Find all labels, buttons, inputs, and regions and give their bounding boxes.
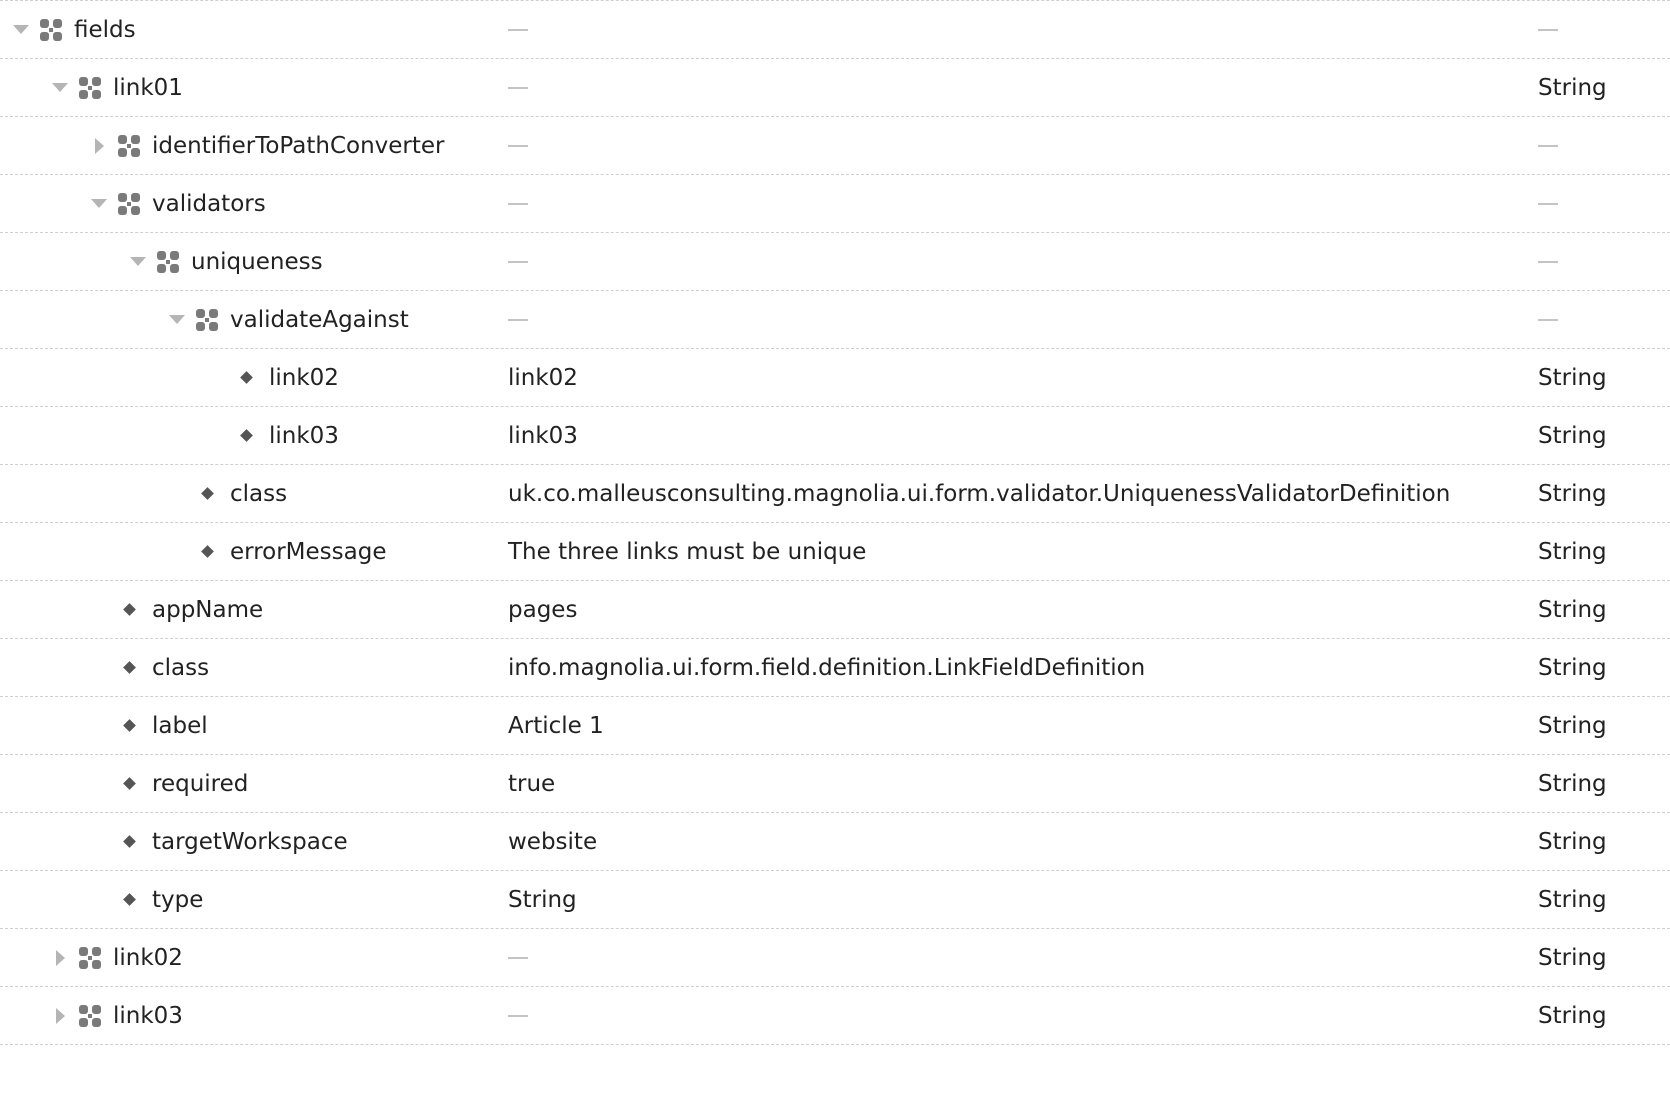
row-label: type [152,886,204,913]
empty-value-dash [508,117,528,174]
type-cell: String [1538,596,1607,623]
row-label: identifierToPathConverter [152,132,445,159]
row-label: errorMessage [230,538,387,565]
collapsed-toggle-icon[interactable] [47,987,73,1044]
node-icon [116,133,142,159]
name-cell [86,117,445,174]
name-cell [164,291,409,348]
empty-value-dash [508,233,528,290]
tree-node-row[interactable] [0,116,1670,174]
property-icon [233,423,259,449]
name-cell [47,987,183,1044]
name-cell [125,233,323,290]
expanded-toggle-icon[interactable] [47,59,73,116]
empty-value-dash [508,987,528,1044]
type-cell: String [1538,364,1607,391]
value-cell: The three links must be unique [508,538,867,565]
row-label: link03 [113,1002,183,1029]
name-cell [47,59,183,116]
empty-value-dash [508,1,528,58]
empty-type-dash [1538,175,1558,232]
tree-property-row[interactable] [0,522,1670,580]
tree-node-row[interactable] [0,986,1670,1045]
type-cell: String [1538,538,1607,565]
name-cell [86,175,266,232]
tree-node-row[interactable] [0,232,1670,290]
node-icon [155,249,181,275]
row-label: uniqueness [191,248,323,275]
collapsed-toggle-icon[interactable] [47,929,73,986]
row-label: validateAgainst [230,306,409,333]
row-label: targetWorkspace [152,828,348,855]
property-icon [116,597,142,623]
tree-property-row[interactable] [0,870,1670,928]
node-icon [77,945,103,971]
type-cell: String [1538,654,1607,681]
tree-property-row[interactable] [0,406,1670,464]
name-cell [8,1,136,58]
empty-value-dash [508,175,528,232]
node-icon [77,1003,103,1029]
value-cell: Article 1 [508,712,604,739]
name-cell [86,639,209,696]
property-icon [194,481,220,507]
name-cell [86,755,248,812]
type-cell: String [1538,770,1607,797]
row-label: link01 [113,74,183,101]
row-label: appName [152,596,264,623]
expanded-toggle-icon[interactable] [8,1,34,58]
empty-type-dash [1538,117,1558,174]
tree-property-row[interactable] [0,812,1670,870]
tree-node-row[interactable] [0,928,1670,986]
row-label: required [152,770,249,797]
value-cell: String [508,886,577,913]
type-cell: String [1538,1002,1607,1029]
empty-value-dash [508,929,528,986]
name-cell [86,813,348,870]
type-cell: String [1538,74,1607,101]
value-cell: true [508,770,556,797]
collapsed-toggle-icon[interactable] [86,117,112,174]
tree-node-row[interactable] [0,58,1670,116]
node-icon [77,75,103,101]
value-cell: link03 [508,422,578,449]
property-icon [116,655,142,681]
expanded-toggle-icon[interactable] [86,175,112,232]
expanded-toggle-icon[interactable] [164,291,190,348]
value-cell: uk.co.malleusconsulting.magnolia.ui.form.validator.UniquenessValidatorDefinition [508,480,1451,507]
name-cell [86,697,208,754]
row-label: link02 [113,944,183,971]
row-label: link02 [269,364,339,391]
node-icon [116,191,142,217]
name-cell [164,465,287,522]
empty-value-dash [508,59,528,116]
node-icon [38,17,64,43]
name-cell [86,581,263,638]
tree-node-row[interactable] [0,290,1670,348]
tree-property-row[interactable] [0,754,1670,812]
name-cell [47,929,183,986]
type-cell: String [1538,828,1607,855]
type-cell: String [1538,886,1607,913]
property-icon [116,771,142,797]
tree-node-row[interactable] [0,174,1670,232]
tree-property-row[interactable] [0,464,1670,522]
name-cell [203,349,339,406]
type-cell: String [1538,712,1607,739]
property-icon [116,713,142,739]
row-label: link03 [269,422,339,449]
type-cell: String [1538,422,1607,449]
empty-type-dash [1538,233,1558,290]
row-label: label [152,712,208,739]
property-icon [116,829,142,855]
value-cell: info.magnolia.ui.form.field.definition.LinkFieldDefinition [508,654,1146,681]
value-cell: website [508,828,598,855]
row-label: fields [74,16,136,43]
name-cell [203,407,339,464]
row-label: class [152,654,210,681]
node-icon [194,307,220,333]
tree-node-row[interactable] [0,0,1670,58]
value-cell: pages [508,596,578,623]
empty-type-dash [1538,1,1558,58]
empty-type-dash [1538,291,1558,348]
tree-property-row[interactable] [0,696,1670,754]
type-cell: String [1538,944,1607,971]
empty-value-dash [508,291,528,348]
name-cell [86,871,203,928]
property-icon [194,539,220,565]
tree-property-row[interactable] [0,348,1670,406]
expanded-toggle-icon[interactable] [125,233,151,290]
row-label: class [230,480,288,507]
property-icon [233,365,259,391]
value-cell: link02 [508,364,578,391]
type-cell: String [1538,480,1607,507]
property-icon [116,887,142,913]
name-cell [164,523,387,580]
row-label: validators [152,190,266,217]
tree-property-row[interactable] [0,638,1670,696]
tree-property-row[interactable] [0,580,1670,638]
